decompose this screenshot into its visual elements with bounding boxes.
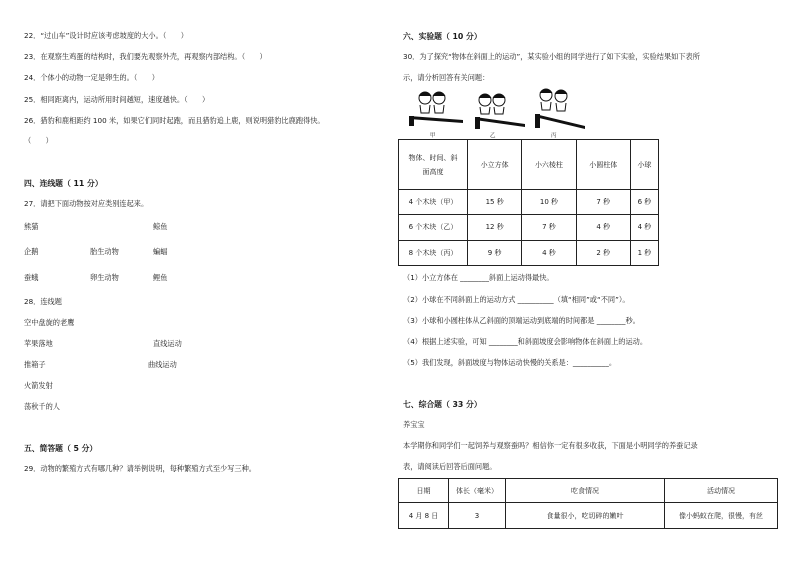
table-cell: 15 秒 bbox=[468, 190, 522, 215]
category-item: 卵生动物 bbox=[90, 273, 119, 282]
corner-line-2: 面高度 bbox=[422, 167, 444, 176]
question-27: 27．请把下面动物按对应类别连起来。 bbox=[24, 199, 149, 208]
section-7-title: 七、综合题（ 33 分） bbox=[403, 400, 482, 409]
silkworm-record-table bbox=[398, 478, 778, 529]
experiment-table bbox=[398, 139, 659, 266]
table-cell: 6 秒 bbox=[630, 190, 658, 215]
sub-question-2: （2）小球在不同斜面上的运动方式 __________（填“相同”或“不同”）。 bbox=[403, 295, 630, 304]
table-cell: 10 秒 bbox=[522, 190, 576, 215]
sub-question-1: （1）小立方体在 ________斜面上运动得最快。 bbox=[403, 273, 554, 282]
column-header: 活动情况 bbox=[665, 479, 778, 503]
column-header: 体长（毫米） bbox=[449, 479, 506, 503]
table-cell: 9 秒 bbox=[468, 240, 522, 265]
motion-item: 空中盘旋的老鹰 bbox=[24, 318, 75, 327]
row-label: 4 个木块（甲） bbox=[399, 190, 468, 215]
table-corner-header bbox=[399, 140, 468, 190]
sub-question-3: （3）小球和小圆柱体从乙斜面的顶端运动到底端的时间都是 ________秒。 bbox=[403, 316, 640, 325]
intro-line-2: 表，请阅读后回答后面问题。 bbox=[403, 462, 497, 471]
corner-line-1: 物体、时间、斜 bbox=[408, 153, 458, 162]
motion-item: 推箱子 bbox=[24, 360, 46, 369]
question-26-bracket: （ ） bbox=[24, 136, 53, 145]
table-cell: 7 秒 bbox=[576, 190, 630, 215]
category-item: 胎生动物 bbox=[90, 247, 119, 256]
table-cell: 4 月 8 日 bbox=[399, 503, 449, 529]
column-header: 日期 bbox=[399, 479, 449, 503]
animal-item: 熊猫 bbox=[24, 222, 39, 231]
table-row bbox=[399, 215, 659, 240]
figure-label-jia: 甲 bbox=[430, 133, 436, 139]
sub-question-4: （4）根据上述实验，可知 ________和斜面坡度会影响物体在斜面上的运动。 bbox=[403, 337, 648, 346]
section-6-title: 六、实验题（ 10 分） bbox=[403, 32, 482, 41]
column-header: 小六棱柱 bbox=[522, 140, 576, 190]
column-header: 小球 bbox=[630, 140, 658, 190]
column-header: 小立方体 bbox=[468, 140, 522, 190]
animal-item: 企鹅 bbox=[24, 247, 39, 256]
table-cell: 4 秒 bbox=[576, 215, 630, 240]
motion-type-item: 曲线运动 bbox=[148, 360, 177, 369]
table-cell: 4 秒 bbox=[630, 215, 658, 240]
table-row bbox=[399, 503, 778, 529]
column-header: 小圆柱体 bbox=[576, 140, 630, 190]
motion-item: 苹果落地 bbox=[24, 339, 53, 348]
column-header: 吃食情况 bbox=[506, 479, 665, 503]
question-29: 29．动物的繁殖方式有哪几种？请举例说明，每种繁殖方式至少写三种。 bbox=[24, 464, 256, 473]
table-row bbox=[399, 240, 659, 265]
table-cell: 食量很小，吃切碎的嫩叶 bbox=[506, 503, 665, 529]
section-5-title: 五、简答题（ 5 分） bbox=[24, 444, 98, 453]
motion-type-item: 直线运动 bbox=[153, 339, 182, 348]
question-22: 22．“过山车”设计时应该考虑坡度的大小。（ ） bbox=[24, 31, 188, 40]
question-26: 26．猎豹和鹿相距约 100 米，如果它们同时起跑，而且猎豹追上鹿，则说明猎豹比鹿跑得快。 bbox=[24, 116, 325, 125]
question-28: 28．连线题 bbox=[24, 297, 62, 306]
table-cell: 1 秒 bbox=[630, 240, 658, 265]
sub-question-5: （5）我们发现，斜面坡度与物体运动快慢的关系是：__________。 bbox=[403, 358, 617, 367]
motion-item: 荡秋千的人 bbox=[24, 402, 60, 411]
table-cell: 像小蚂蚁在爬，很慢，有丝 bbox=[665, 503, 778, 529]
animal-item: 蝙蝠 bbox=[153, 247, 168, 256]
animal-item: 鲤鱼 bbox=[153, 273, 168, 282]
table-cell: 12 秒 bbox=[468, 215, 522, 240]
table-cell: 3 bbox=[449, 503, 506, 529]
table-cell: 7 秒 bbox=[522, 215, 576, 240]
figure-label-bing: 丙 bbox=[551, 133, 557, 139]
table-row bbox=[399, 190, 659, 215]
question-25: 25．相同距离内，运动所用时间越短，速度越快。（ ） bbox=[24, 95, 210, 104]
row-label: 6 个木块（乙） bbox=[399, 215, 468, 240]
figure-label-yi: 乙 bbox=[490, 133, 496, 139]
question-30: 30．为了探究“物体在斜面上的运动”，某实验小组的同学进行了如下实验，实验结果如下表所 bbox=[403, 52, 700, 61]
intro-line-1: 本学期你和同学们一起饲养与观察蚕吗？相信你一定有很多收获，下面是小明同学的养蚕记录 bbox=[403, 441, 698, 450]
row-label: 8 个木块（丙） bbox=[399, 240, 468, 265]
animal-item: 蚕蛾 bbox=[24, 273, 39, 282]
question-23: 23．在观察生鸡蛋的结构时，我们要先观察外壳，再观察内部结构。（ ） bbox=[24, 52, 267, 61]
section-7-subtitle: 养宝宝 bbox=[403, 420, 425, 429]
section-4-title: 四、连线题（ 11 分） bbox=[24, 179, 103, 188]
question-24: 24．个体小的动物一定是卵生的。（ ） bbox=[24, 73, 159, 82]
table-cell: 4 秒 bbox=[522, 240, 576, 265]
animal-item: 鲸鱼 bbox=[153, 222, 168, 231]
table-cell: 2 秒 bbox=[576, 240, 630, 265]
motion-item: 火箭发射 bbox=[24, 381, 53, 390]
question-30-continued: 示，请分析回答有关问题： bbox=[403, 73, 490, 82]
